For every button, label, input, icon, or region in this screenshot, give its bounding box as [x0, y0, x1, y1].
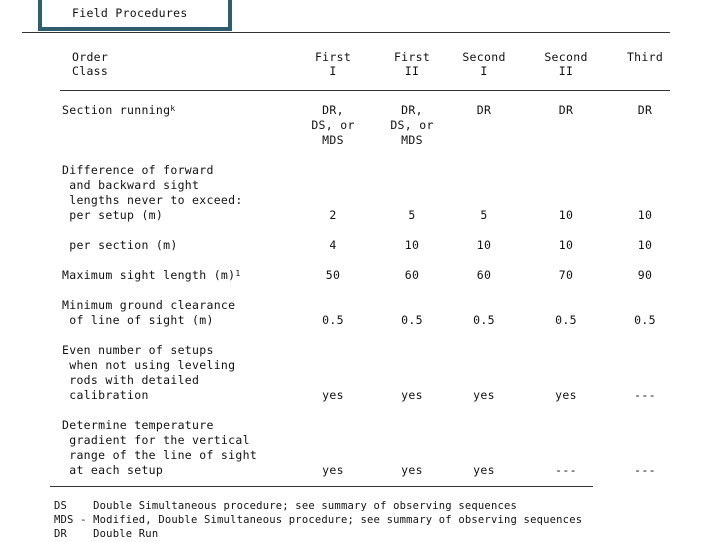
- row-value: 70: [558, 268, 574, 282]
- row-value: 60: [476, 268, 492, 282]
- row-label: and backward sight: [62, 178, 200, 192]
- footnote-line: DR Double Run: [54, 528, 159, 540]
- row-label: Section running$^k$: [62, 103, 176, 117]
- row-value: 10: [637, 208, 653, 222]
- row-value: 10: [404, 238, 420, 252]
- row-value: DR: [637, 103, 653, 117]
- row-label: of line of sight (m): [62, 313, 214, 327]
- column-header-class: II: [404, 64, 420, 78]
- column-header-order: Second: [544, 50, 588, 64]
- row-label: range of the line of sight: [62, 448, 258, 462]
- row-value: yes: [322, 463, 344, 477]
- row-value: 5: [408, 208, 416, 222]
- row-value: 10: [558, 238, 574, 252]
- row-value: ---: [634, 463, 656, 477]
- row-value: yes: [555, 388, 577, 402]
- column-header-class: II: [558, 64, 574, 78]
- page-title: Field Procedures: [72, 6, 188, 20]
- row-label: Even number of setups: [62, 343, 214, 357]
- row-value: 10: [476, 238, 492, 252]
- row-value: 0.5: [322, 313, 344, 327]
- row-value: yes: [473, 388, 495, 402]
- row-value: 0.5: [401, 313, 423, 327]
- header-class-label: Class: [72, 64, 109, 78]
- column-header-order: First: [393, 50, 431, 64]
- footnote-line: MDS - Modified, Double Simultaneous procedure; see summary of observing sequences: [54, 514, 583, 526]
- row-value: DR: [558, 103, 574, 117]
- column-header-order: Third: [626, 50, 664, 64]
- table-bottom-rule: [50, 486, 593, 487]
- row-label: lengths never to exceed:: [62, 193, 243, 207]
- row-value: 0.5: [473, 313, 495, 327]
- column-header-class: I: [329, 64, 337, 78]
- header-bottom-rule: [60, 90, 670, 91]
- row-label: calibration: [62, 388, 149, 402]
- column-header-class: I: [480, 64, 488, 78]
- row-value: 50: [325, 268, 341, 282]
- row-value: ---: [634, 388, 656, 402]
- header-top-rule: [22, 32, 670, 33]
- row-value: 0.5: [634, 313, 656, 327]
- row-label: Difference of forward: [62, 163, 214, 177]
- row-value: yes: [401, 388, 423, 402]
- row-value: DR: [476, 103, 492, 117]
- footnote-marker: k: [170, 104, 176, 113]
- row-label: at each setup: [62, 463, 164, 477]
- row-value: 5: [480, 208, 488, 222]
- row-value: 10: [637, 238, 653, 252]
- row-label: per setup (m): [62, 208, 164, 222]
- row-label: per section (m): [62, 238, 178, 252]
- header-order-label: Order: [72, 50, 109, 64]
- row-label: rods with detailed: [62, 373, 200, 387]
- row-value: yes: [401, 463, 423, 477]
- row-value: 10: [558, 208, 574, 222]
- column-header-order: Second: [462, 50, 506, 64]
- row-value: 90: [637, 268, 653, 282]
- row-value: yes: [473, 463, 495, 477]
- footnote-line: DS Double Simultaneous procedure; see summary of observing sequences: [54, 500, 518, 512]
- row-value: yes: [322, 388, 344, 402]
- row-value: ---: [555, 463, 577, 477]
- row-label: when not using leveling: [62, 358, 236, 372]
- row-value: DR, DS, or MDS: [311, 103, 355, 147]
- row-value: DR, DS, or MDS: [390, 103, 434, 147]
- column-header-order: First: [314, 50, 352, 64]
- row-label: Minimum ground clearance: [62, 298, 236, 312]
- row-label: gradient for the vertical: [62, 433, 250, 447]
- row-value: 2: [329, 208, 337, 222]
- row-value: 0.5: [555, 313, 577, 327]
- row-label: Maximum sight length $(m)^1$: [62, 268, 241, 282]
- footnote-marker: 1: [235, 269, 241, 278]
- row-value: 60: [404, 268, 420, 282]
- row-value: 4: [329, 238, 337, 252]
- row-label: Determine temperature: [62, 418, 214, 432]
